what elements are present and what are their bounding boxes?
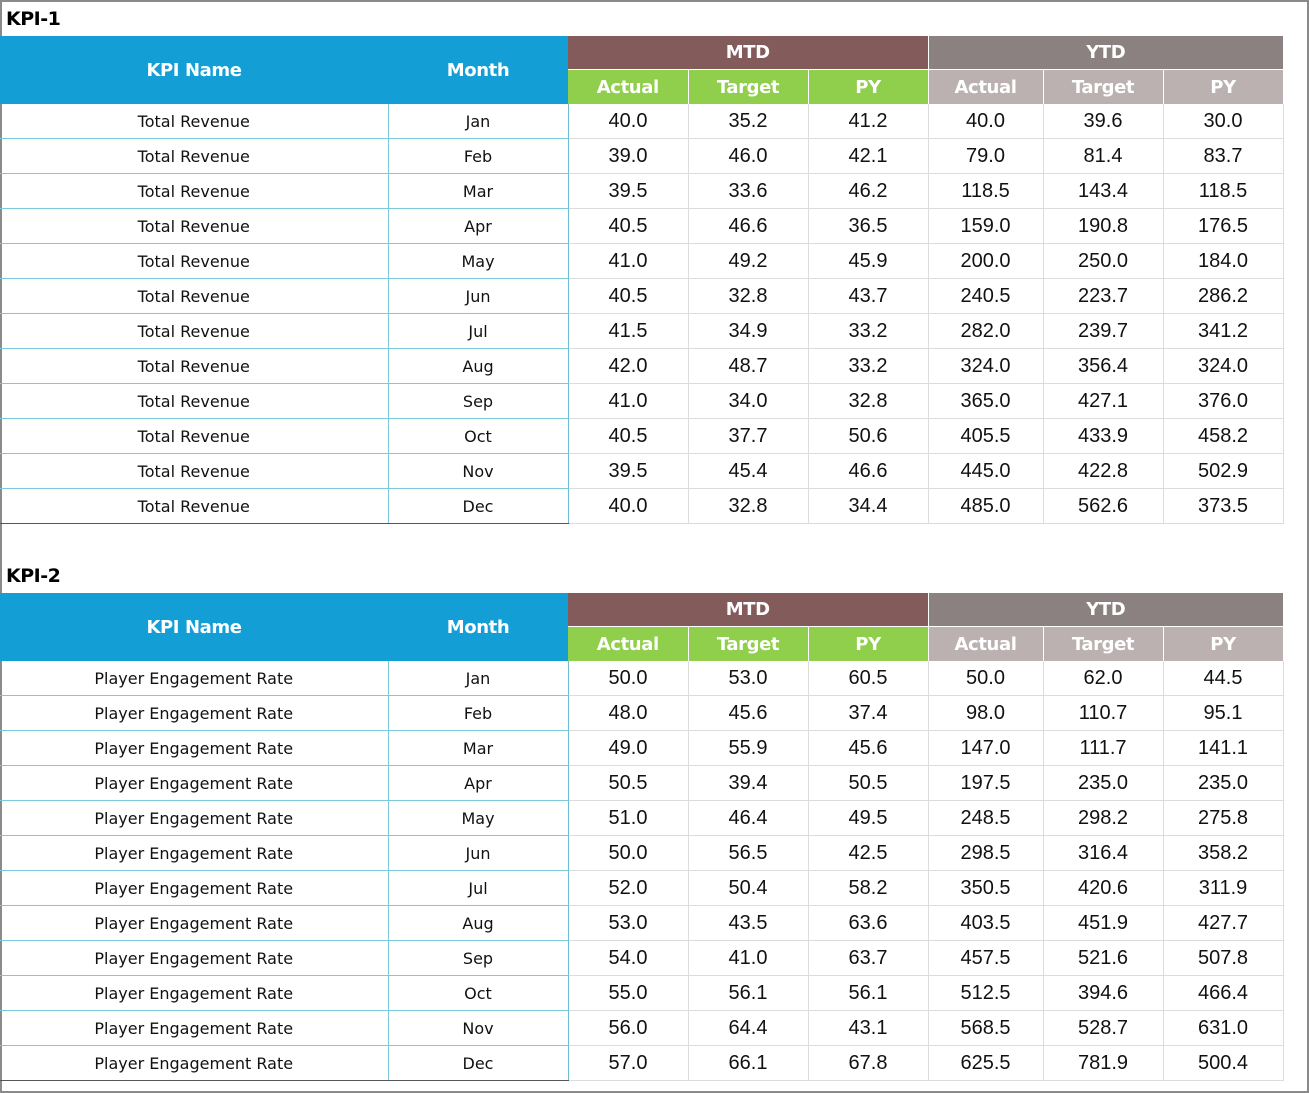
mtd-actual-cell[interactable]: 40.0 (568, 104, 688, 139)
kpi2-title: KPI-2 (6, 565, 61, 587)
month-cell[interactable]: Feb (388, 696, 568, 731)
ytd-py-cell[interactable]: 44.5 (1163, 661, 1283, 696)
month-cell[interactable]: Jun (388, 279, 568, 314)
ytd-actual-cell[interactable]: 405.5 (928, 419, 1043, 454)
ytd-header: YTD (928, 593, 1283, 627)
mtd-actual-cell[interactable]: 55.0 (568, 976, 688, 1011)
mtd-actual-cell[interactable]: 39.5 (568, 454, 688, 489)
mtd-py-cell[interactable]: 34.4 (808, 489, 928, 524)
ytd-py-cell[interactable]: 376.0 (1163, 384, 1283, 419)
mtd-py-cell[interactable]: 43.1 (808, 1011, 928, 1046)
ytd-actual-cell[interactable]: 457.5 (928, 941, 1043, 976)
ytd-py-cell[interactable]: 427.7 (1163, 906, 1283, 941)
mtd-actual-cell[interactable]: 54.0 (568, 941, 688, 976)
kpi-name-cell[interactable]: Player Engagement Rate (0, 801, 388, 836)
ytd-target-header: Target (1043, 70, 1163, 105)
kpi-name-cell[interactable]: Player Engagement Rate (0, 696, 388, 731)
mtd-actual-cell[interactable]: 52.0 (568, 871, 688, 906)
table-row (0, 314, 1283, 349)
mtd-actual-cell[interactable]: 40.5 (568, 279, 688, 314)
mtd-actual-cell[interactable]: 56.0 (568, 1011, 688, 1046)
month-header: Month (388, 36, 568, 104)
mtd-py-cell[interactable]: 50.6 (808, 419, 928, 454)
table-row (0, 174, 1283, 209)
mtd-target-cell[interactable]: 32.8 (688, 489, 808, 524)
ytd-actual-header: Actual (928, 70, 1043, 105)
mtd-py-cell[interactable]: 33.2 (808, 314, 928, 349)
kpi-name-cell[interactable]: Total Revenue (0, 174, 388, 209)
ytd-target-cell[interactable]: 356.4 (1043, 349, 1163, 384)
mtd-header: MTD (568, 593, 928, 627)
mtd-target-cell[interactable]: 45.6 (688, 696, 808, 731)
ytd-target-cell[interactable]: 298.2 (1043, 801, 1163, 836)
mtd-actual-cell[interactable]: 53.0 (568, 906, 688, 941)
mtd-target-cell[interactable]: 56.1 (688, 976, 808, 1011)
mtd-target-cell[interactable]: 48.7 (688, 349, 808, 384)
ytd-target-cell[interactable]: 562.6 (1043, 489, 1163, 524)
table-row (0, 906, 1283, 941)
table-row (0, 419, 1283, 454)
mtd-actual-cell[interactable]: 40.5 (568, 209, 688, 244)
month-cell[interactable]: Jan (388, 661, 568, 696)
table-row (0, 1011, 1283, 1046)
month-cell[interactable]: Jun (388, 836, 568, 871)
month-cell[interactable]: Sep (388, 384, 568, 419)
ytd-py-header: PY (1163, 70, 1283, 105)
month-cell[interactable]: Mar (388, 731, 568, 766)
ytd-actual-cell[interactable]: 350.5 (928, 871, 1043, 906)
kpi-name-cell[interactable]: Player Engagement Rate (0, 731, 388, 766)
mtd-target-cell[interactable]: 35.2 (688, 104, 808, 139)
table-row (0, 209, 1283, 244)
ytd-actual-cell[interactable]: 403.5 (928, 906, 1043, 941)
table-row (0, 661, 1283, 696)
mtd-target-cell[interactable]: 39.4 (688, 766, 808, 801)
ytd-target-cell[interactable]: 190.8 (1043, 209, 1163, 244)
kpi-name-cell[interactable]: Player Engagement Rate (0, 1011, 388, 1046)
ytd-py-cell[interactable]: 184.0 (1163, 244, 1283, 279)
ytd-target-cell[interactable]: 223.7 (1043, 279, 1163, 314)
ytd-actual-cell[interactable]: 118.5 (928, 174, 1043, 209)
kpi-name-cell[interactable]: Player Engagement Rate (0, 836, 388, 871)
mtd-py-cell[interactable]: 42.1 (808, 139, 928, 174)
ytd-py-cell[interactable]: 466.4 (1163, 976, 1283, 1011)
ytd-py-cell[interactable]: 176.5 (1163, 209, 1283, 244)
mtd-actual-header: Actual (568, 627, 688, 662)
ytd-target-cell[interactable]: 110.7 (1043, 696, 1163, 731)
month-cell[interactable]: Dec (388, 489, 568, 524)
ytd-py-cell[interactable]: 358.2 (1163, 836, 1283, 871)
kpi-name-cell[interactable]: Player Engagement Rate (0, 661, 388, 696)
ytd-target-cell[interactable]: 451.9 (1043, 906, 1163, 941)
mtd-py-cell[interactable]: 60.5 (808, 661, 928, 696)
ytd-actual-cell[interactable]: 98.0 (928, 696, 1043, 731)
kpi-name-cell[interactable]: Total Revenue (0, 244, 388, 279)
ytd-target-cell[interactable]: 420.6 (1043, 871, 1163, 906)
mtd-py-cell[interactable]: 58.2 (808, 871, 928, 906)
table-row (0, 941, 1283, 976)
table-row (0, 244, 1283, 279)
ytd-target-cell[interactable]: 528.7 (1043, 1011, 1163, 1046)
mtd-header: MTD (568, 36, 928, 70)
ytd-target-cell[interactable]: 62.0 (1043, 661, 1163, 696)
table-row (0, 976, 1283, 1011)
mtd-actual-cell[interactable]: 50.5 (568, 766, 688, 801)
ytd-header: YTD (928, 36, 1283, 70)
mtd-actual-cell[interactable]: 41.5 (568, 314, 688, 349)
ytd-py-cell[interactable]: 373.5 (1163, 489, 1283, 524)
ytd-py-cell[interactable]: 311.9 (1163, 871, 1283, 906)
mtd-target-cell[interactable]: 43.5 (688, 906, 808, 941)
table-row (0, 871, 1283, 906)
month-header: Month (388, 593, 568, 661)
mtd-target-cell[interactable]: 53.0 (688, 661, 808, 696)
ytd-actual-header: Actual (928, 627, 1043, 662)
ytd-target-cell[interactable]: 250.0 (1043, 244, 1163, 279)
month-cell[interactable]: Feb (388, 139, 568, 174)
month-cell[interactable]: Nov (388, 1011, 568, 1046)
ytd-target-cell[interactable]: 422.8 (1043, 454, 1163, 489)
kpi-name-cell[interactable]: Total Revenue (0, 489, 388, 524)
ytd-py-header: PY (1163, 627, 1283, 662)
mtd-target-cell[interactable]: 46.6 (688, 209, 808, 244)
mtd-actual-cell[interactable]: 50.0 (568, 661, 688, 696)
mtd-py-cell[interactable]: 63.6 (808, 906, 928, 941)
mtd-py-cell[interactable]: 45.9 (808, 244, 928, 279)
mtd-py-cell[interactable]: 33.2 (808, 349, 928, 384)
ytd-py-cell[interactable]: 341.2 (1163, 314, 1283, 349)
month-cell[interactable]: Nov (388, 454, 568, 489)
ytd-actual-cell[interactable]: 625.5 (928, 1046, 1043, 1081)
mtd-py-cell[interactable]: 46.2 (808, 174, 928, 209)
mtd-py-cell[interactable]: 63.7 (808, 941, 928, 976)
ytd-actual-cell[interactable]: 445.0 (928, 454, 1043, 489)
kpi-name-cell[interactable]: Total Revenue (0, 139, 388, 174)
table-row (0, 279, 1283, 314)
ytd-target-cell[interactable]: 39.6 (1043, 104, 1163, 139)
month-cell[interactable]: Aug (388, 906, 568, 941)
kpi1-table (0, 36, 1284, 524)
ytd-target-cell[interactable]: 433.9 (1043, 419, 1163, 454)
ytd-actual-cell[interactable]: 200.0 (928, 244, 1043, 279)
table-row (0, 139, 1283, 174)
ytd-py-cell[interactable]: 235.0 (1163, 766, 1283, 801)
mtd-actual-cell[interactable]: 57.0 (568, 1046, 688, 1081)
table-row (0, 836, 1283, 871)
mtd-py-header: PY (808, 627, 928, 662)
ytd-py-cell[interactable]: 507.8 (1163, 941, 1283, 976)
ytd-py-cell[interactable]: 458.2 (1163, 419, 1283, 454)
ytd-actual-cell[interactable]: 512.5 (928, 976, 1043, 1011)
mtd-py-cell[interactable]: 50.5 (808, 766, 928, 801)
mtd-target-cell[interactable]: 34.0 (688, 384, 808, 419)
ytd-py-cell[interactable]: 324.0 (1163, 349, 1283, 384)
mtd-actual-cell[interactable]: 50.0 (568, 836, 688, 871)
ytd-target-cell[interactable]: 143.4 (1043, 174, 1163, 209)
ytd-target-cell[interactable]: 781.9 (1043, 1046, 1163, 1081)
kpi-name-cell[interactable]: Total Revenue (0, 104, 388, 139)
mtd-target-cell[interactable]: 33.6 (688, 174, 808, 209)
mtd-actual-cell[interactable]: 42.0 (568, 349, 688, 384)
ytd-py-cell[interactable]: 631.0 (1163, 1011, 1283, 1046)
ytd-target-cell[interactable]: 394.6 (1043, 976, 1163, 1011)
table-row (0, 1046, 1283, 1081)
ytd-target-cell[interactable]: 316.4 (1043, 836, 1163, 871)
mtd-py-cell[interactable]: 49.5 (808, 801, 928, 836)
kpi1-title: KPI-1 (6, 8, 61, 30)
ytd-py-cell[interactable]: 500.4 (1163, 1046, 1283, 1081)
mtd-target-cell[interactable]: 45.4 (688, 454, 808, 489)
ytd-actual-cell[interactable]: 50.0 (928, 661, 1043, 696)
ytd-target-cell[interactable]: 235.0 (1043, 766, 1163, 801)
table-row (0, 731, 1283, 766)
mtd-actual-cell[interactable]: 40.0 (568, 489, 688, 524)
mtd-actual-cell[interactable]: 40.5 (568, 419, 688, 454)
mtd-py-cell[interactable]: 46.6 (808, 454, 928, 489)
kpi-name-cell[interactable]: Total Revenue (0, 419, 388, 454)
ytd-actual-cell[interactable]: 568.5 (928, 1011, 1043, 1046)
ytd-py-cell[interactable]: 83.7 (1163, 139, 1283, 174)
mtd-target-cell[interactable]: 49.2 (688, 244, 808, 279)
mtd-actual-cell[interactable]: 51.0 (568, 801, 688, 836)
ytd-actual-cell[interactable]: 159.0 (928, 209, 1043, 244)
month-cell[interactable]: Jan (388, 104, 568, 139)
mtd-py-cell[interactable]: 36.5 (808, 209, 928, 244)
ytd-actual-cell[interactable]: 248.5 (928, 801, 1043, 836)
mtd-actual-cell[interactable]: 48.0 (568, 696, 688, 731)
table-row (0, 454, 1283, 489)
month-cell[interactable]: Jul (388, 314, 568, 349)
mtd-target-header: Target (688, 70, 808, 105)
month-cell[interactable]: May (388, 801, 568, 836)
mtd-target-cell[interactable]: 66.1 (688, 1046, 808, 1081)
kpi-name-cell[interactable]: Player Engagement Rate (0, 766, 388, 801)
table-row (0, 766, 1283, 801)
ytd-actual-cell[interactable]: 298.5 (928, 836, 1043, 871)
ytd-actual-cell[interactable]: 282.0 (928, 314, 1043, 349)
ytd-py-cell[interactable]: 502.9 (1163, 454, 1283, 489)
mtd-actual-header: Actual (568, 70, 688, 105)
kpi2-table (0, 593, 1284, 1081)
mtd-target-cell[interactable]: 55.9 (688, 731, 808, 766)
month-cell[interactable]: Dec (388, 1046, 568, 1081)
ytd-py-cell[interactable]: 30.0 (1163, 104, 1283, 139)
ytd-py-cell[interactable]: 286.2 (1163, 279, 1283, 314)
kpi-name-cell[interactable]: Total Revenue (0, 209, 388, 244)
kpi-name-cell[interactable]: Total Revenue (0, 384, 388, 419)
ytd-py-cell[interactable]: 95.1 (1163, 696, 1283, 731)
kpi-name-cell[interactable]: Total Revenue (0, 314, 388, 349)
mtd-actual-cell[interactable]: 39.0 (568, 139, 688, 174)
kpi-name-cell[interactable]: Total Revenue (0, 279, 388, 314)
mtd-py-header: PY (808, 70, 928, 105)
ytd-actual-cell[interactable]: 40.0 (928, 104, 1043, 139)
table-row (0, 801, 1283, 836)
month-cell[interactable]: Apr (388, 766, 568, 801)
month-cell[interactable]: Oct (388, 976, 568, 1011)
table-row (0, 489, 1283, 524)
mtd-py-cell[interactable]: 43.7 (808, 279, 928, 314)
mtd-actual-cell[interactable]: 39.5 (568, 174, 688, 209)
mtd-target-cell[interactable]: 34.9 (688, 314, 808, 349)
mtd-py-cell[interactable]: 42.5 (808, 836, 928, 871)
month-cell[interactable]: Mar (388, 174, 568, 209)
mtd-actual-cell[interactable]: 41.0 (568, 384, 688, 419)
mtd-target-cell[interactable]: 32.8 (688, 279, 808, 314)
mtd-actual-cell[interactable]: 49.0 (568, 731, 688, 766)
table-row (0, 384, 1283, 419)
kpi-name-cell[interactable]: Player Engagement Rate (0, 976, 388, 1011)
kpi-name-cell[interactable]: Total Revenue (0, 349, 388, 384)
table-row (0, 104, 1283, 139)
kpi-name-header: KPI Name (0, 593, 388, 661)
kpi-name-cell[interactable]: Total Revenue (0, 454, 388, 489)
mtd-py-cell[interactable]: 32.8 (808, 384, 928, 419)
month-cell[interactable]: Apr (388, 209, 568, 244)
mtd-target-cell[interactable]: 37.7 (688, 419, 808, 454)
month-cell[interactable]: Jul (388, 871, 568, 906)
ytd-target-cell[interactable]: 427.1 (1043, 384, 1163, 419)
ytd-target-cell[interactable]: 111.7 (1043, 731, 1163, 766)
mtd-py-cell[interactable]: 45.6 (808, 731, 928, 766)
mtd-target-cell[interactable]: 64.4 (688, 1011, 808, 1046)
ytd-py-cell[interactable]: 141.1 (1163, 731, 1283, 766)
kpi-name-cell[interactable]: Player Engagement Rate (0, 941, 388, 976)
ytd-target-cell[interactable]: 239.7 (1043, 314, 1163, 349)
ytd-target-header: Target (1043, 627, 1163, 662)
kpi-name-cell[interactable]: Player Engagement Rate (0, 1046, 388, 1081)
month-cell[interactable]: Oct (388, 419, 568, 454)
table-row (0, 696, 1283, 731)
ytd-actual-cell[interactable]: 197.5 (928, 766, 1043, 801)
ytd-py-cell[interactable]: 118.5 (1163, 174, 1283, 209)
ytd-actual-cell[interactable]: 365.0 (928, 384, 1043, 419)
month-cell[interactable]: Sep (388, 941, 568, 976)
mtd-actual-cell[interactable]: 41.0 (568, 244, 688, 279)
ytd-actual-cell[interactable]: 147.0 (928, 731, 1043, 766)
kpi-name-header: KPI Name (0, 36, 388, 104)
month-cell[interactable]: May (388, 244, 568, 279)
mtd-target-cell[interactable]: 41.0 (688, 941, 808, 976)
mtd-py-cell[interactable]: 56.1 (808, 976, 928, 1011)
ytd-target-cell[interactable]: 521.6 (1043, 941, 1163, 976)
mtd-target-header: Target (688, 627, 808, 662)
ytd-target-cell[interactable]: 81.4 (1043, 139, 1163, 174)
kpi-name-cell[interactable]: Player Engagement Rate (0, 906, 388, 941)
mtd-py-cell[interactable]: 67.8 (808, 1046, 928, 1081)
mtd-target-cell[interactable]: 46.4 (688, 801, 808, 836)
ytd-actual-cell[interactable]: 324.0 (928, 349, 1043, 384)
month-cell[interactable]: Aug (388, 349, 568, 384)
mtd-target-cell[interactable]: 46.0 (688, 139, 808, 174)
ytd-actual-cell[interactable]: 240.5 (928, 279, 1043, 314)
mtd-py-cell[interactable]: 37.4 (808, 696, 928, 731)
mtd-target-cell[interactable]: 50.4 (688, 871, 808, 906)
mtd-py-cell[interactable]: 41.2 (808, 104, 928, 139)
table-row (0, 349, 1283, 384)
mtd-target-cell[interactable]: 56.5 (688, 836, 808, 871)
ytd-actual-cell[interactable]: 485.0 (928, 489, 1043, 524)
ytd-py-cell[interactable]: 275.8 (1163, 801, 1283, 836)
ytd-actual-cell[interactable]: 79.0 (928, 139, 1043, 174)
kpi-name-cell[interactable]: Player Engagement Rate (0, 871, 388, 906)
